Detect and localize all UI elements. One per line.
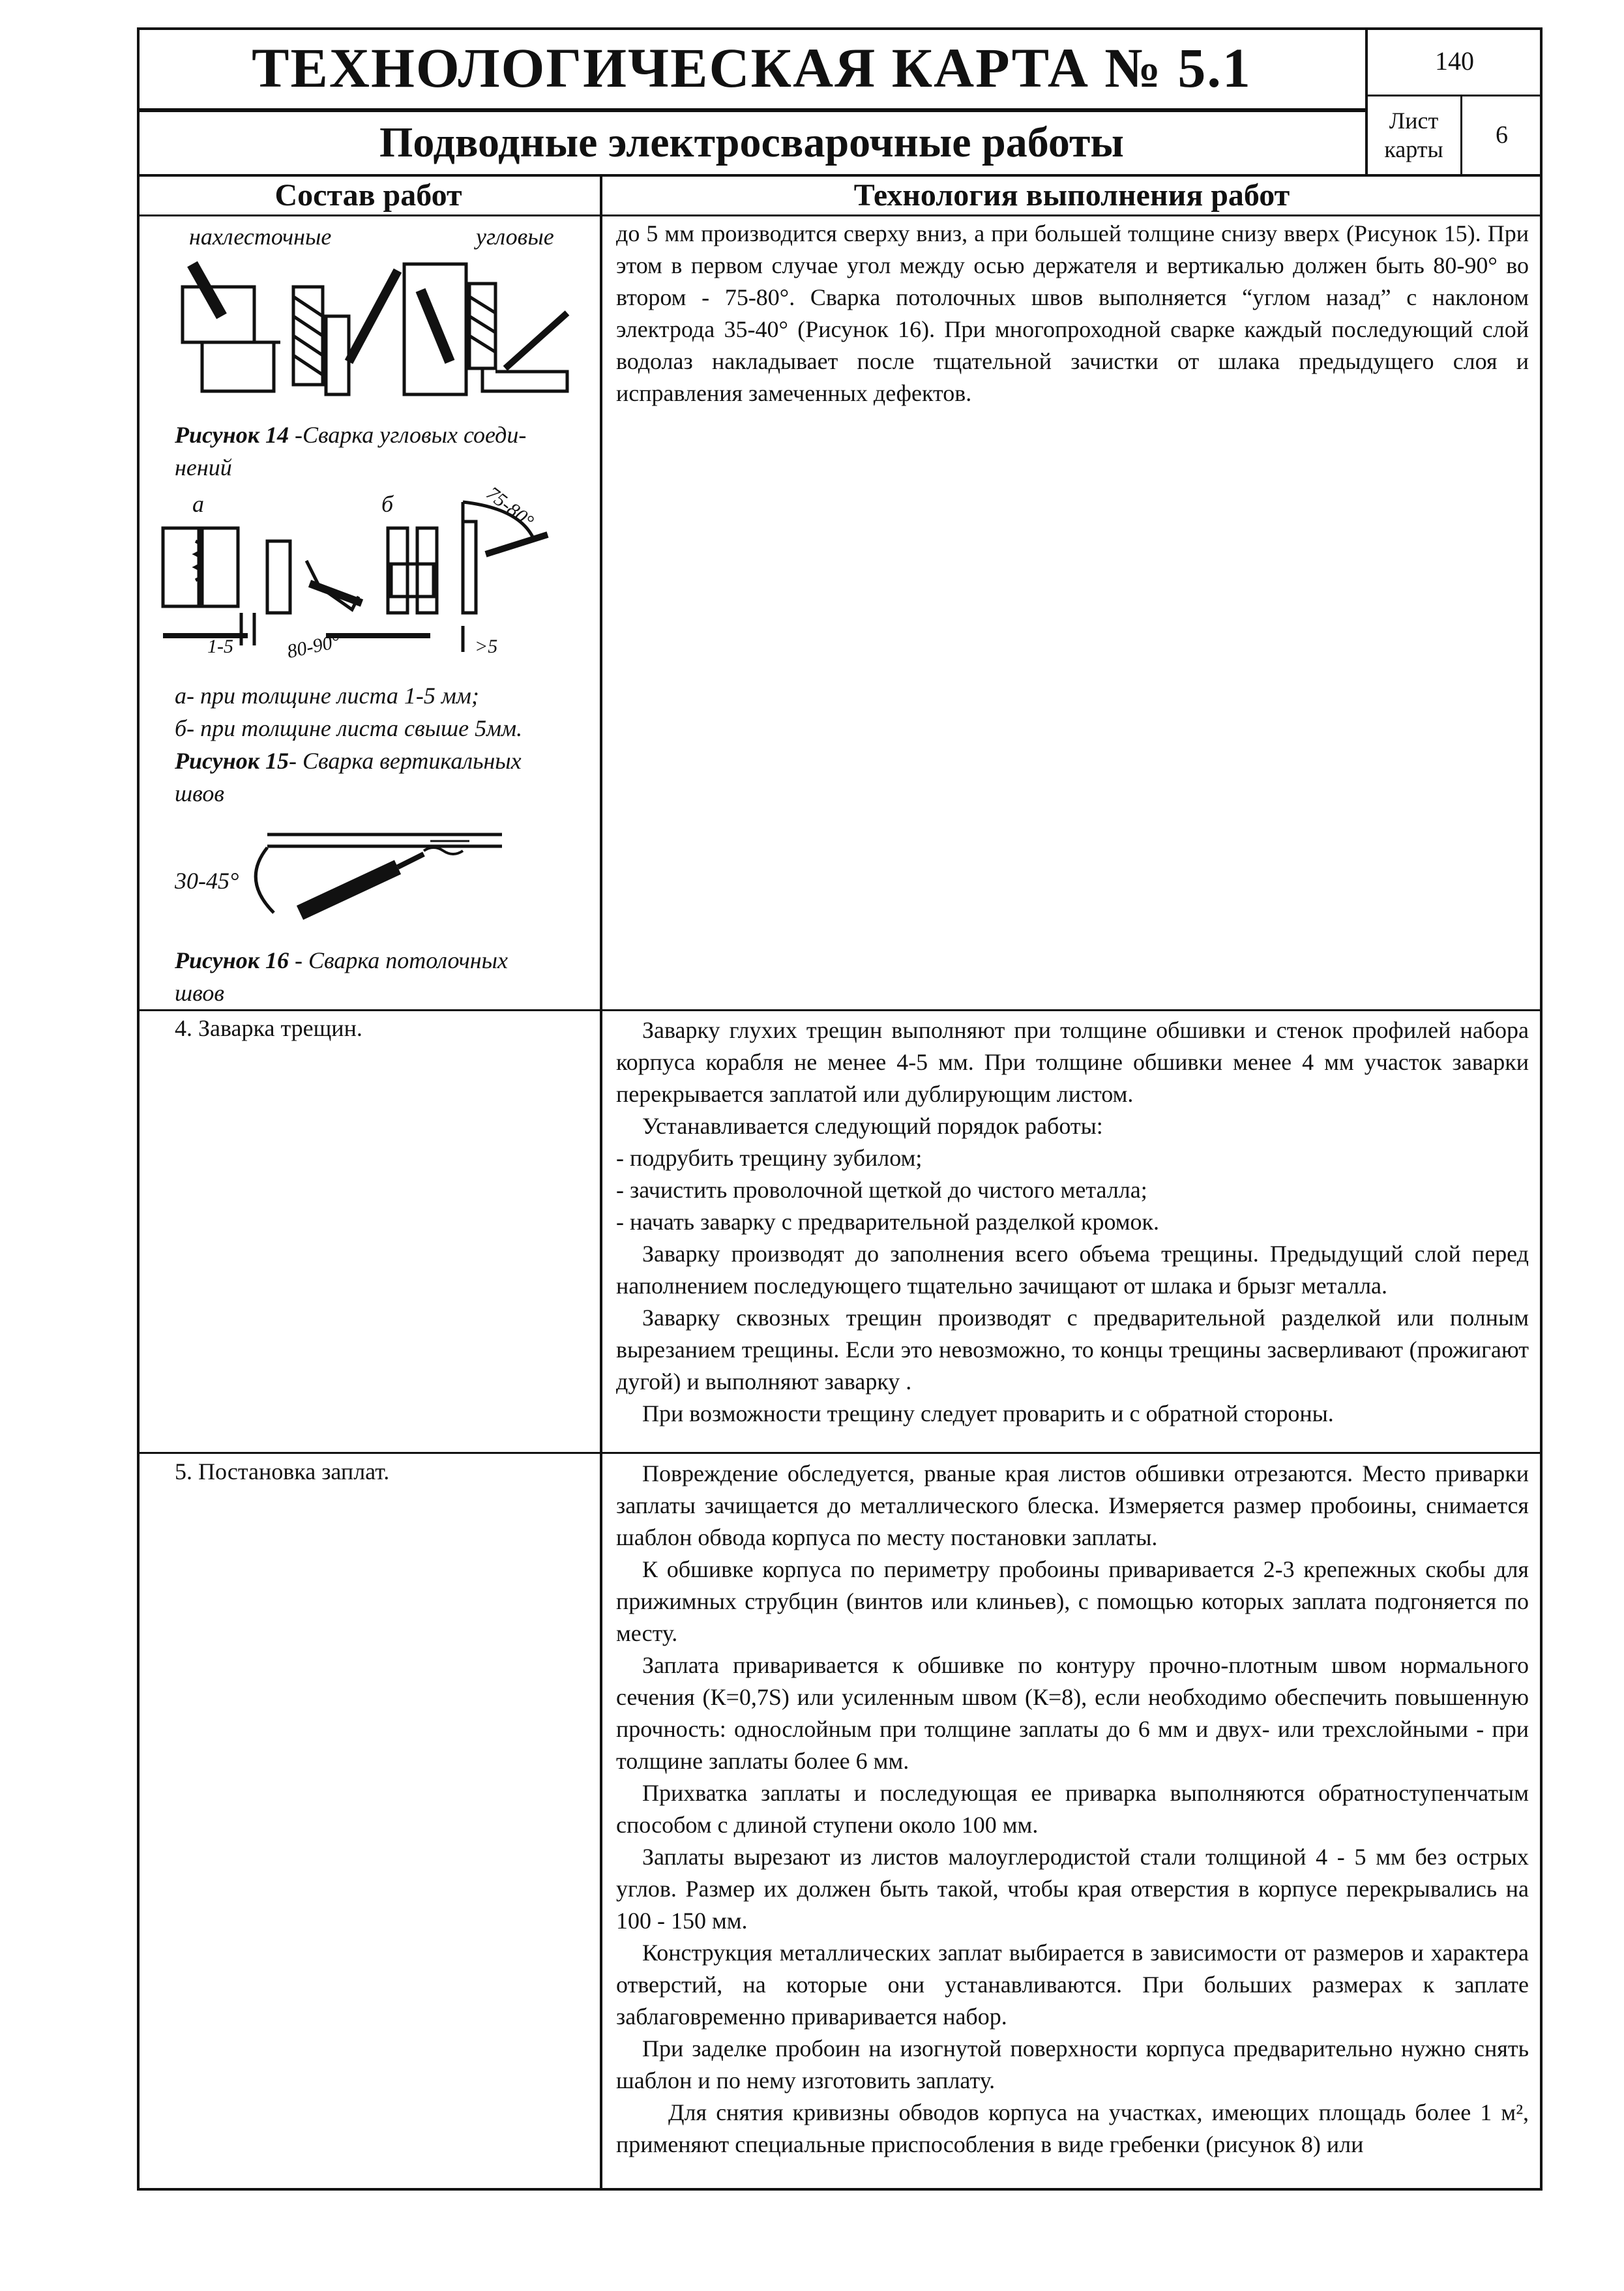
row-divider: [137, 1009, 1543, 1011]
sheet-label: [1366, 95, 1461, 175]
fig14-caption-text: -Сварка угловых соеди-: [288, 422, 527, 448]
row1-text: [616, 218, 1529, 409]
row3-text: [616, 1458, 1529, 2161]
fig15-label-a: а: [192, 491, 204, 517]
row3-p8: Для снятия кривизны обводов корпуса на участках, имеющих площадь более 1 м², применяют специальные приспособления в виде гребенки (рисунок 8) или: [616, 2099, 1529, 2157]
row3-p2: К обшивке корпуса по периметру пробоины приваривается 2-3 крепежных скобы для прижимных струбцин (винтов или клиньев), с помощью которых заплата подгоняется по месту.: [616, 1556, 1529, 1646]
row3-title: 5. Постановка заплат.: [175, 1458, 390, 1485]
row2-b1: - подрубить трещину зубилом;: [616, 1145, 923, 1171]
fig16-caption-text: - Сварка потолочных: [288, 947, 508, 973]
row3-p4: Прихватка заплаты и последующая ее приварка выполняются обратноступенчатым способом с длиной ступени около 100 мм.: [616, 1780, 1529, 1838]
fig15-caption-number: Рисунок 15: [175, 748, 289, 774]
fig14-caption-number: Рисунок 14: [175, 422, 289, 448]
sheet-label-line2: карты: [1384, 136, 1443, 162]
page-number: 140: [1435, 46, 1474, 76]
fig15-gap: 1-5: [207, 636, 233, 657]
row3-p5: Заплаты вырезают из листов малоуглеродистой стали толщиной 4 - 5 мм без острых углов. Размер их должен быть такой, чтобы края отверстия в корпусе перекрывались на 100 - 150 мм.: [616, 1844, 1529, 1934]
fig14-label-corner: угловые: [476, 224, 554, 250]
divider: [137, 214, 1543, 216]
fig14-label-lap: нахлесточные: [189, 224, 332, 250]
column-header-right: Технология выполнения работ: [853, 177, 1290, 213]
row2-title: 4. Заварка трещин.: [175, 1015, 362, 1041]
sheet-label-line1: Лист: [1389, 108, 1439, 134]
fig15-angle-b: 75-80°: [482, 482, 538, 533]
page-title: ТЕХНОЛОГИЧЕСКАЯ КАРТА № 5.1: [137, 27, 1366, 110]
row2-p3: Заварку производят до заполнения всего объема трещины. Предыдущий слой перед наполнением последующего тщательно зачищают от шлака и брызг металла.: [616, 1241, 1529, 1299]
fig16-angle: 30-45°: [175, 868, 239, 894]
row1-paragraph: до 5 мм производится сверху вниз, а при большей толщине снизу вверх (Рисунок 15). При этом в первом случае угол между осью держателя и вертикалью должен быть 80-90° во втором - 75-80°. Сварка потолочных швов выполняется “углом назад” с наклоном электрода 35-40° (Рисунок 16). При многопроходной сварке каждый последующий слой водолаз накладывает после тщательной зачистки от шлака предыдущего слоя и исправления замеченных дефектов.: [616, 220, 1529, 406]
row2-p4: Заварку сквозных трещин производят с предварительной разделкой или полным вырезанием трещины. Если это невозможно, то концы трещины засверливают (прожигают дугой) и выполняют заварку .: [616, 1305, 1529, 1395]
fig14-caption-line2: нений: [175, 454, 232, 480]
row2-b2: - зачистить проволочной щеткой до чистого металла;: [616, 1177, 1147, 1203]
sheet-number: 6: [1496, 121, 1508, 149]
row3-p3: Заплата приваривается к обшивке по контуру прочно-плотным швом нормального сечения (К=0,7S) или усиленным швом (К=8), если необходимо обеспечить повышенную прочность: однослойным при толщине заплаты до 6 мм и двух- или трехслойными - при толщине заплаты более 6 мм.: [616, 1652, 1529, 1774]
fig16-drawing: [248, 821, 522, 926]
fig15-caption-line2: швов: [175, 780, 224, 806]
row2-text: [616, 1014, 1529, 1430]
row-divider: [137, 1452, 1543, 1454]
column-divider: [600, 175, 602, 2191]
fig14-drawing: [176, 251, 580, 407]
fig14-caption: [175, 419, 592, 451]
fig15-angle-a: 80-90°: [285, 630, 342, 663]
fig15-label-b: б: [381, 491, 394, 517]
fig15-note-a: а- при толщине листа 1-5 мм;: [175, 683, 479, 709]
fig16-caption: [175, 944, 592, 977]
column-header-left: Состав работ: [274, 177, 462, 213]
row2-b3: - начать заварку с предварительной разделкой кромок.: [616, 1209, 1160, 1235]
fig15-thickness: >5: [475, 636, 498, 657]
fig15-caption-text: - Сварка вертикальных: [288, 748, 522, 774]
page-subtitle: Подводные электросварочные работы: [379, 119, 1124, 166]
fig15-note-b: б- при толщине листа свыше 5мм.: [175, 715, 523, 741]
row3-p6: Конструкция металлических заплат выбирается в зависимости от размеров и характера отверстий, на которые они устанавливаются. При больших размерах к заплате заблаговременно приваривается набор.: [616, 1940, 1529, 2030]
fig15-caption: [175, 745, 592, 777]
row2-p5: При возможности трещину следует проварить и с обратной стороны.: [642, 1400, 1334, 1426]
row2-p2: Устанавливается следующий порядок работы:: [642, 1113, 1103, 1139]
fig16-caption-number: Рисунок 16: [175, 947, 289, 973]
row3-p7: При заделке пробоин на изогнутой поверхности корпуса предварительно нужно снять шаблон и по нему изготовить заплату.: [616, 2035, 1529, 2093]
fig16-caption-line2: швов: [175, 980, 224, 1006]
row2-p1: Заварку глухих трещин выполняют при толщине обшивки и стенок профилей набора корпуса корабля не менее 4-5 мм. При толщине обшивки менее 4 мм участок заварки перекрывается заплатой или дублирующим листом.: [616, 1017, 1529, 1107]
row3-p1: Повреждение обследуется, рваные края листов обшивки отрезаются. Место приварки заплаты зачищается до металлического блеска. Измеряется размер пробоины, снимается шаблон обвода корпуса по месту постановки заплаты.: [616, 1460, 1529, 1550]
